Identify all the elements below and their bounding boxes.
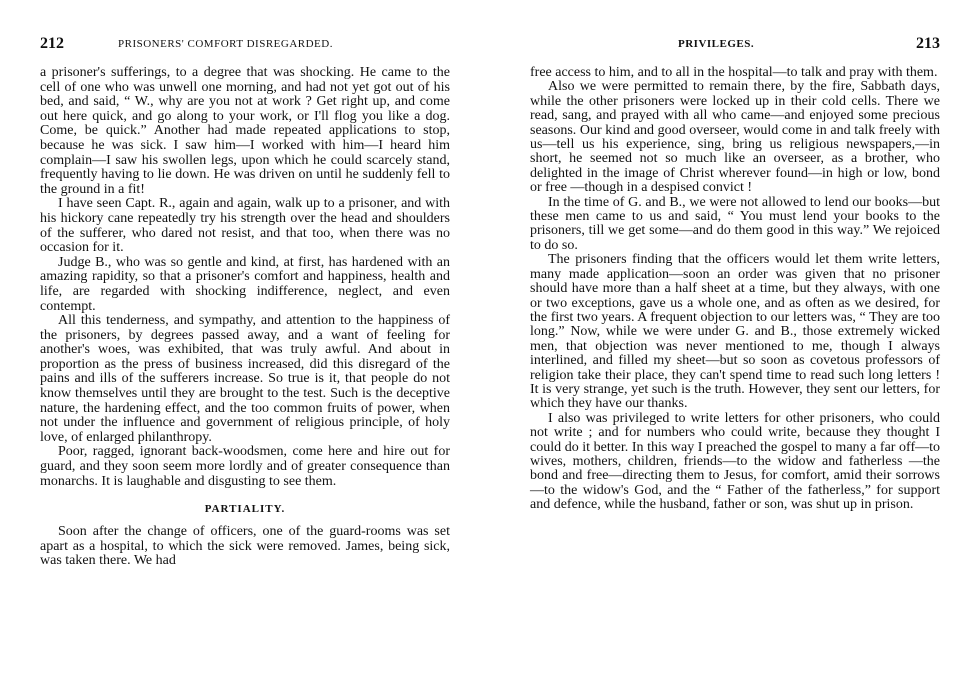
paragraph: All this tenderness, and sympathy, and attention to the happiness of the prisoners, by degrees passed away, and a want of feeling for another's woes, was exhibited, that was truly awful. And about in proportion as the press of business increased, did this disregard of the pains and ills of the sufferers increase. So true is it, that people do not know themselves until they are brought to the test. Such is the deceptive nature, the hardening effect, and the too common fruits of power, when not under the influence and government of religious principle, of holy love, of enlarged philanthropy. — [40, 313, 450, 445]
left-body-text — [40, 66, 450, 569]
right-running-head — [530, 35, 940, 54]
paragraph: Also we were permitted to remain there, by the fire, Sabbath days, while the other prisoners were locked up in their cold cells. There we read, sang, and prayed with all who came—and enjoyed some precious seasons. Our kind and good overseer, would come in and talk freely with us—tell us his experience, sing, bring us religious newspapers,—in short, he seemed not so much like an overseer, as a brother, who delighted in the image of Christ wherever found—in high or low, bond or free —though in a despised convict ! — [530, 79, 940, 196]
right-page-number: 213 — [916, 35, 940, 52]
paragraph: In the time of G. and B., we were not allowed to lend our books—but these men came to us and said, “ You must lend your books to the prisoners, till we get some—and do them good in this way.” We rejoiced to do so. — [530, 194, 940, 253]
right-page — [530, 0, 940, 699]
left-page — [40, 0, 450, 699]
left-running-title: PRISONERS' COMFORT DISREGARDED. — [118, 38, 333, 50]
left-running-head — [40, 35, 450, 54]
paragraph: The prisoners finding that the officers would let them write letters, many made application—soon an order was given that no prisoner should have more than a half sheet at a time, but they always, with one or two exceptions, gave us a whole one, and as often as we desired, for the first two years. A frequent objection to our letters was, “ They are too long.” Now, while we were under G. and B., those extremely wicked men, that objection was never mentioned to me, though I always interlined, and filled my sheet—but so soon as covetous professors of religion take their place, they can't spend time to read such long letters ! It is very strange, yet such is the truth. However, they sent our letters, for which they have our thanks. — [530, 252, 940, 412]
paragraph: I also was privileged to write letters for other prisoners, who could not write ; and for numbers who could write, because they thought I could do it better. In this way I preached the gospel to many a far off—to wives, mothers, children, friends—to the widow and fatherless —the bond and free—directing them to Jesus, for comfort, amid their sorrows—to the widow's God, and the “ Father of the fatherless,” for support and defence, while the husband, father or son, was shut up in prison. — [530, 410, 940, 513]
paragraph: Soon after the change of officers, one of the guard-rooms was set apart as a hospital, to which the sick were removed. James, being sick, was taken there. We had — [40, 524, 450, 569]
paragraph: Poor, ragged, ignorant back-woodsmen, come here and hire out for guard, and they soon seem more lordly and of greater consequence than monarchs. It is laughable and disgusting to see them. — [40, 444, 450, 489]
right-running-title: PRIVILEGES. — [678, 38, 755, 50]
paragraph: Judge B., who was so gentle and kind, at first, has hardened with an amazing rapidity, so that a prisoner's comfort and happiness, health and life, are regarded with shocking indifference, neglect, and even contempt. — [40, 254, 450, 314]
section-heading: PARTIALITY. — [204, 503, 286, 516]
right-body-text — [530, 66, 940, 513]
paragraph: a prisoner's sufferings, to a degree that was shocking. He came to the cell of one who was unwell one morning, and had not yet got out of his bed, and said, “ W., why are you not at work ? Get right up, and come out here quick, and go along to your work, or I'll flog you like a dog. Come, be quick.” Another had made repeated applications to stop, because he was sick. I saw him—I worked with him—I heard him complain—I saw his swollen legs, upon which he could scarcely stand, frequently having to lie down. He was driven on until he suddenly fell to the ground in a fit! — [40, 65, 450, 197]
left-page-number: 212 — [40, 35, 64, 52]
paragraph: I have seen Capt. R., again and again, walk up to a prisoner, and with his hickory cane repeatedly try his strength over the head and shoulders of the sufferer, who dared not resist, and that too, when there was no occasion for it. — [40, 196, 450, 256]
paragraph: free access to him, and to all in the hospital—to talk and pray with them. — [530, 65, 938, 80]
